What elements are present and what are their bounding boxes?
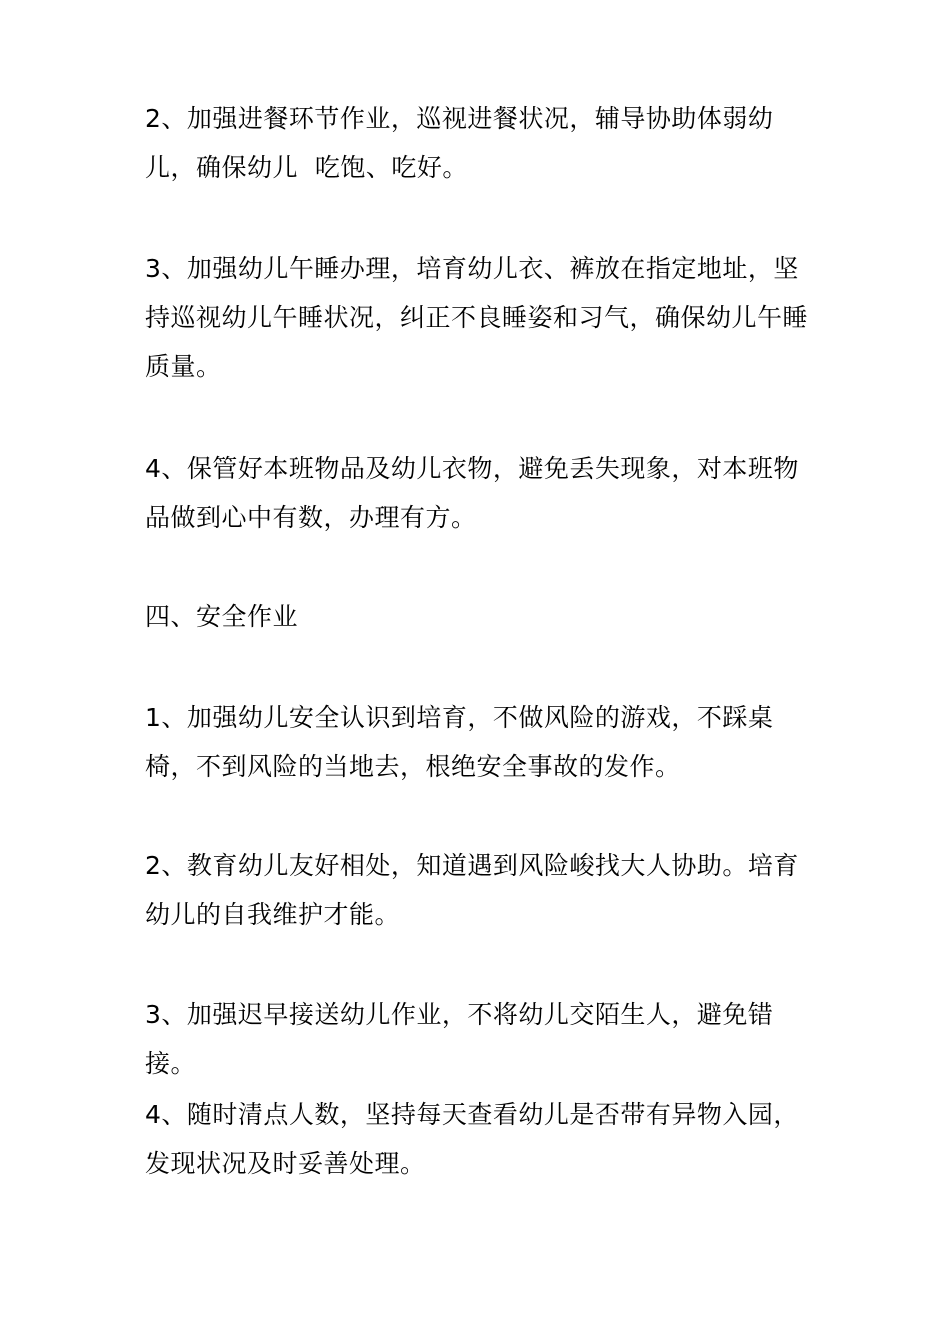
paragraph-pickup-dropoff: 3、加强迟早接送幼儿作业，不将幼儿交陌生人，避免错接。: [145, 1000, 774, 1078]
paragraph-nap-management: 3、加强幼儿午睡办理，培育幼儿衣、裤放在指定地址，坚持巡视幼儿午睡状况，纠正不良睡姿和习气，确保幼儿午睡质量。: [145, 254, 809, 381]
paragraph-safety-awareness: 1、加强幼儿安全认识到培育，不做风险的游戏，不踩桌椅，不到风险的当地去，根绝安全事故的发作。: [145, 703, 774, 781]
paragraph-belongings-care: 4、保管好本班物品及幼儿衣物，避免丢失现象，对本班物品做到心中有数，办理有方。: [145, 454, 799, 532]
section-heading-safety: 四、安全作业: [145, 602, 299, 631]
paragraph-meal-supervision: 2、加强进餐环节作业，巡视进餐状况，辅导协助体弱幼儿，确保幼儿 吃饱、吃好。: [145, 104, 774, 182]
paragraph-friendly-behavior: 2、教育幼儿友好相处，知道遇到风险峻找大人协助。培育幼儿的自我维护才能。: [145, 851, 799, 929]
paragraph-headcount-check: 4、随时清点人数，坚持每天查看幼儿是否带有异物入园，发现状况及时妥善处理。: [145, 1100, 799, 1178]
